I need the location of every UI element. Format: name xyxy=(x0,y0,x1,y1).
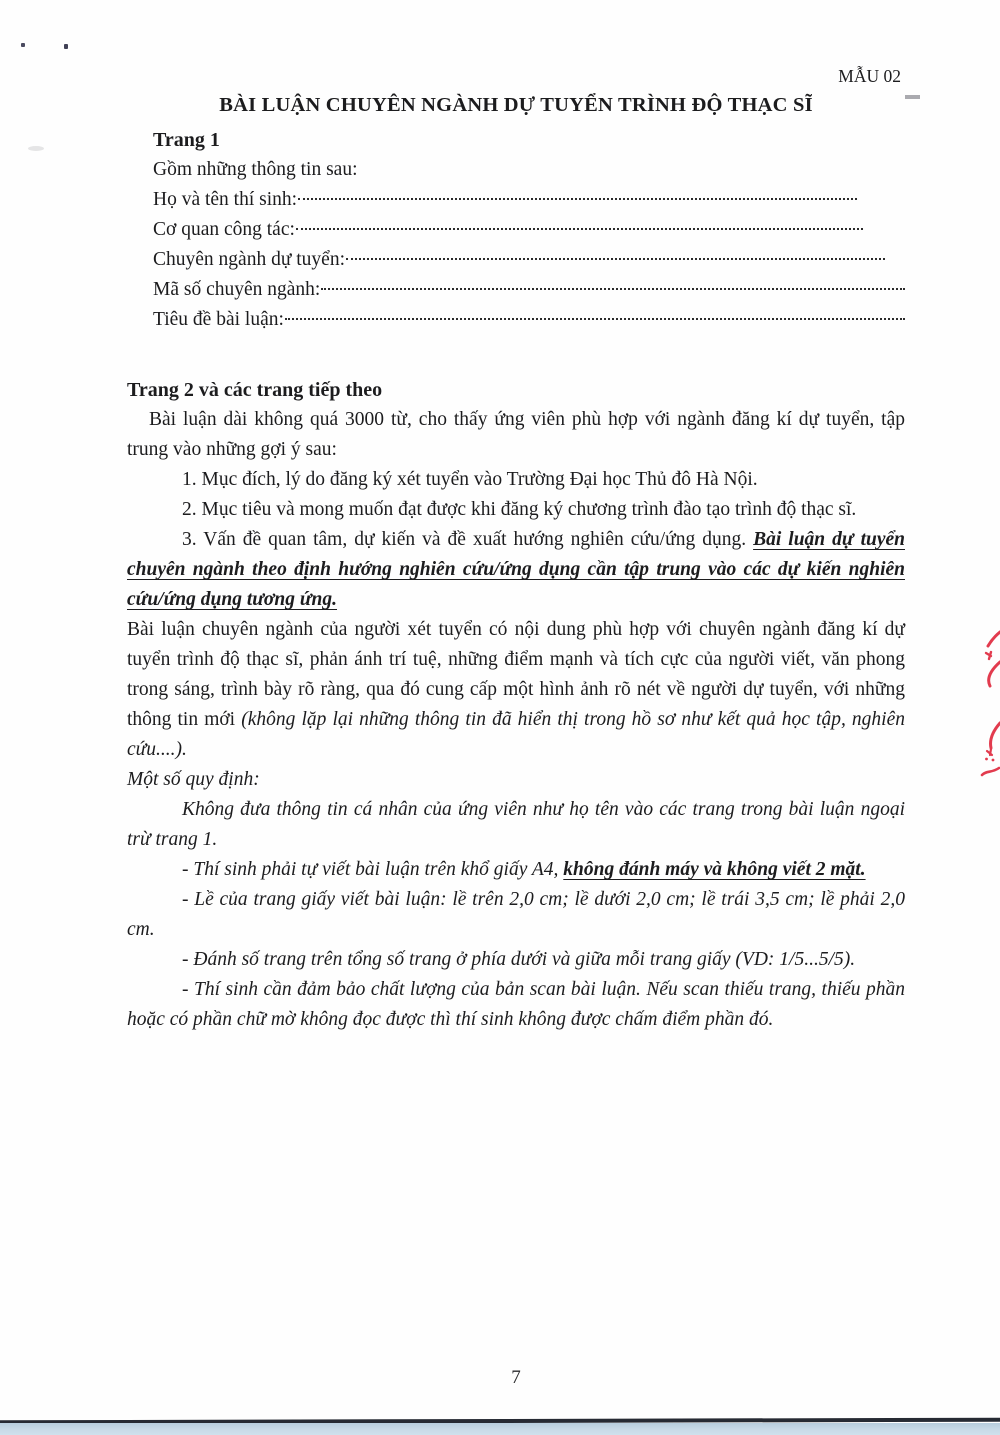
scan-edge-band xyxy=(0,1423,1000,1435)
page-number: 7 xyxy=(511,1367,521,1388)
list-item-3-emphasis: Bài luận dự tuyển chuyên ngành theo định hướng nghiên cứu/ứng dụng cần tập trung vào các dự kiến nghiên cứu/ứng dụng tương ứng. xyxy=(127,529,905,610)
list-item-3-text: 3. Vấn đề quan tâm, dự kiến và đề xuất hướng nghiên cứu/ứng dụng. xyxy=(182,529,754,550)
rules-heading: Một số quy định: xyxy=(127,769,260,790)
trang1-intro: Gồm những thông tin sau: xyxy=(153,159,358,180)
rule-3: - Lề của trang giấy viết bài luận: lề trên 2,0 cm; lề dưới 2,0 cm; lề trái 3,5 cm; lề phải 2,0 cm. xyxy=(127,889,905,940)
dotted-fill-line xyxy=(296,228,863,230)
rule-1: Không đưa thông tin cá nhân của ứng viên như họ tên vào các trang trong bài luận ngoại trừ trang 1. xyxy=(127,799,905,850)
document-title: BÀI LUẬN CHUYÊN NGÀNH DỰ TUYỂN TRÌNH ĐỘ THẠC SĨ xyxy=(219,94,813,116)
dotted-fill-line xyxy=(321,288,905,290)
field-label: Họ và tên thí sinh: xyxy=(153,189,298,210)
field-label: Chuyên ngành dự tuyển: xyxy=(153,249,346,270)
dotted-fill-line xyxy=(298,198,857,200)
list-item-2: 2. Mục tiêu và mong muốn đạt được khi đăng ký chương trình đào tạo trình độ thạc sĩ. xyxy=(182,499,857,520)
list-item-3 xyxy=(127,525,905,615)
trang1-heading: Trang 1 xyxy=(153,129,220,151)
rule-4: - Đánh số trang trên tổng số trang ở phía dưới và giữa mỗi trang giấy (VD: 1/5...5/5). xyxy=(182,949,856,970)
rule-2-emphasis: không đánh máy và không viết 2 mặt. xyxy=(563,859,866,880)
rule-2-text: - Thí sinh phải tự viết bài luận trên khổ giấy A4, xyxy=(182,859,564,880)
field-row-tieu-de xyxy=(153,305,905,335)
list-item-1: 1. Mục đích, lý do đăng ký xét tuyển vào Trường Đại học Thủ đô Hà Nội. xyxy=(182,469,758,490)
document-content xyxy=(127,64,905,1035)
body-paragraph xyxy=(127,615,905,765)
field-label: Tiêu đề bài luận: xyxy=(153,309,284,330)
field-label: Cơ quan công tác: xyxy=(153,219,295,240)
rule-5: - Thí sinh cần đảm bảo chất lượng của bản scan bài luận. Nếu scan thiếu trang, thiếu phần hoặc có phần chữ mờ không đọc được thì thí sinh không được chấm điểm phần đó. xyxy=(127,979,905,1030)
scan-artifact-smudge xyxy=(28,146,44,151)
field-row-ma-so xyxy=(153,275,905,305)
intro-paragraph: Bài luận dài không quá 3000 từ, cho thấy ứng viên phù hợp với ngành đăng kí dự tuyển, tập trung vào những gợi ý sau: xyxy=(127,409,905,460)
body-paragraph-note: (không lặp lại những thông tin đã hiển thị trong hồ sơ như kết quả học tập, nghiên cứu....). xyxy=(127,709,905,760)
form-code-label: MẪU 02 xyxy=(838,66,901,86)
scan-artifact-dot xyxy=(64,44,68,49)
field-row-chuyen-nganh xyxy=(153,245,905,275)
red-pen-marks-icon xyxy=(974,628,1000,784)
scan-artifact-dash xyxy=(905,95,920,99)
scan-artifact-dot xyxy=(21,43,25,47)
dotted-fill-line xyxy=(346,258,885,260)
trang2-heading: Trang 2 và các trang tiếp theo xyxy=(127,379,383,401)
section-trang-2 xyxy=(127,375,905,1035)
field-label: Mã số chuyên ngành: xyxy=(153,279,321,300)
dotted-fill-line xyxy=(285,318,905,320)
section-trang-1 xyxy=(153,125,905,335)
field-row-ho-ten xyxy=(153,185,905,215)
body-paragraph-text: Bài luận chuyên ngành của người xét tuyển có nội dung phù hợp với chuyên ngành đăng kí dự tuyển trình độ thạc sĩ, phản ánh trí tuệ, những điểm mạnh và tích cực của người viết, văn phong trong sáng, trình bày rõ ràng, qua đó cung cấp một hình ảnh rõ nét về người dự tuyển, với những thông tin mới xyxy=(127,619,905,730)
field-row-co-quan xyxy=(153,215,905,245)
rule-2 xyxy=(127,855,905,885)
